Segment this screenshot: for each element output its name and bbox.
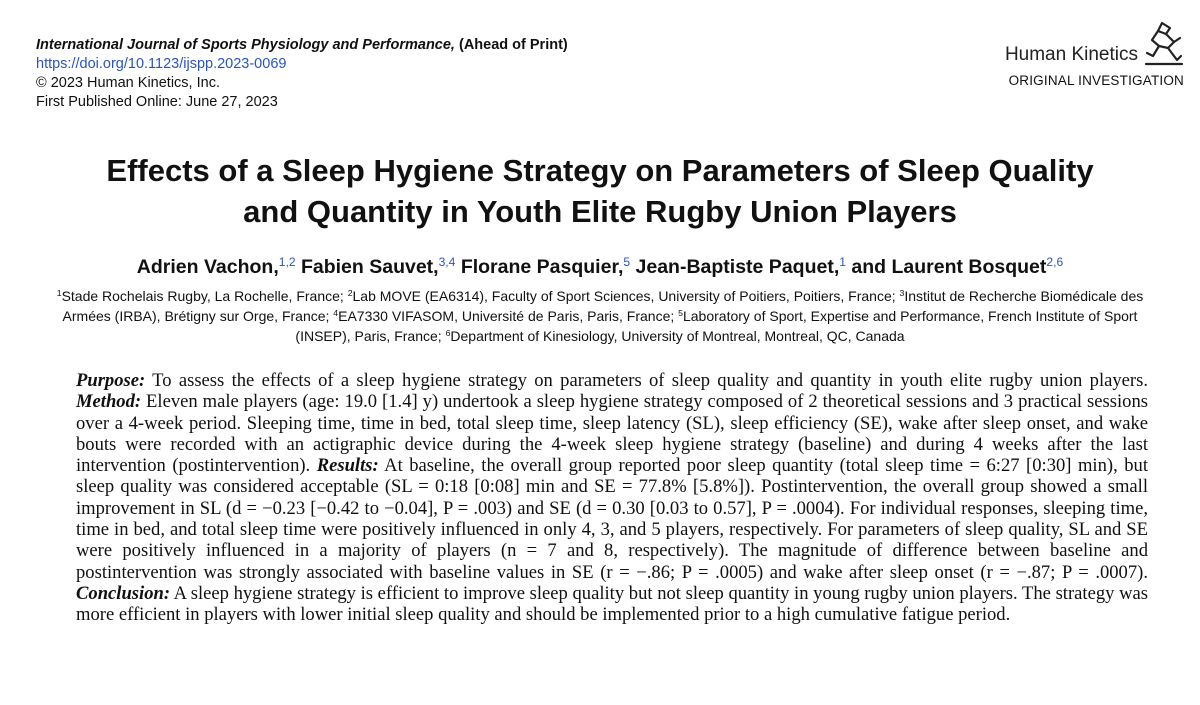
publisher-block: [964, 20, 1184, 90]
author-affiliation-ref[interactable]: 2,6: [1046, 254, 1064, 269]
affiliation-number: 2: [347, 287, 353, 298]
doi-line: [36, 55, 568, 74]
method-text: Eleven male players (age: 19.0 [1.4] y) undertook a sleep hygiene strategy composed of 2 theoretical sessions and 3 practical sessions over a 4-week period. Sleeping time, time in bed, total sleep time, sleep latency (SL), sleep efficiency (SE), wake after sleep onset, and wake bouts were recorded with an actigraphic device during the 4-week sleep hygiene strategy (baseline) and during 4 weeks after the last intervention (postintervention).: [76, 391, 1148, 477]
purpose-label: Purpose:: [76, 370, 146, 391]
affiliation-number: 4: [333, 307, 339, 318]
affiliation-number: 5: [678, 307, 683, 318]
affiliation: Lab MOVE (EA6314), Faculty of Sport Sciences, University of Poitiers, Poitiers, France;: [352, 288, 900, 304]
affiliation-number: 3: [899, 287, 905, 298]
affiliation-number: 6: [445, 327, 451, 338]
affiliation: Laboratory of Sport, Expertise and Performance, French Institute of Sport (INSEP), Paris, France;: [295, 308, 1138, 344]
affiliation: EA7330 VIFASOM, Université de Paris, Paris, France;: [338, 308, 679, 324]
author-name: Fabien Sauvet,: [300, 256, 439, 278]
article-type: ORIGINAL INVESTIGATION: [1008, 73, 1184, 88]
article-title: [20, 150, 1180, 232]
affiliation-number: 1: [56, 287, 62, 298]
author-affiliation-ref[interactable]: 5: [623, 254, 631, 269]
copyright-line: © 2023 Human Kinetics, Inc.: [36, 75, 220, 91]
affiliation: Department of Kinesiology, University of Montreal, Montreal, QC, Canada: [450, 328, 905, 344]
author-name: and Laurent Bosquet: [851, 256, 1047, 278]
author-affiliation-ref[interactable]: 3,4: [438, 254, 456, 269]
author-name: Florane Pasquier,: [460, 256, 624, 278]
conclusion-text: A sleep hygiene strategy is efficient to improve sleep quality but not sleep quantity in young rugby union players. The strategy was more efficient in players with lower initial sleep quality and should be implemented prior to a high cumulative fatigue period.: [76, 582, 1148, 626]
affiliation-list: [40, 286, 1160, 346]
title-line-1: Effects of a Sleep Hygiene Strategy on Parameters of Sleep Quality: [106, 153, 1094, 188]
affiliation: Institut de Recherche Biomédicale des Armées (IRBA), Brétigny sur Orge, France;: [62, 288, 1144, 324]
author-affiliation-ref[interactable]: 1,2: [278, 254, 296, 269]
results-label: Results:: [316, 455, 379, 477]
abstract: [76, 370, 1148, 626]
publisher-name: Human Kinetics: [1004, 44, 1138, 65]
journal-header: [36, 36, 568, 112]
affiliation: Stade Rochelais Rugby, La Rochelle, France;: [61, 288, 348, 304]
title-line-2: and Quantity in Youth Elite Rugby Union Players: [243, 194, 957, 229]
author-name: Jean-Baptiste Paquet,: [635, 256, 840, 278]
purpose-text: To assess the effects of a sleep hygiene strategy on parameters of sleep quality and quantity in youth elite rugby union players.: [145, 370, 1148, 391]
journal-name: International Journal of Sports Physiology and Performance,: [36, 37, 455, 53]
doi-link[interactable]: https://doi.org/10.1123/ijspp.2023-0069: [36, 56, 287, 72]
journal-status: (Ahead of Print): [459, 37, 568, 53]
conclusion-label: Conclusion:: [76, 582, 171, 604]
author-list: [20, 256, 1180, 279]
method-label: Method:: [76, 391, 142, 413]
publication-date: First Published Online: June 27, 2023: [36, 94, 278, 110]
journal-citation: [36, 36, 568, 55]
human-kinetics-logo-icon: [1144, 20, 1184, 68]
results-text: At baseline, the overall group reported poor sleep quantity (total sleep time = 6:27 [0:30] min), but sleep quality was considered acceptable (SL = 0:18 [0:08] min and SE = 77.8% [5.8%]). Postintervention, the overall group showed a small improvement in SL (d = −0.23 [−0.42 to −0.04], P = .003) and SE (d = 0.30 [0.03 to 0.57], P = .0004). For individual responses, sleeping time, time in bed, and total sleep time were positively influenced in only 4, 3, and 5 players, respectively. For parameters of sleep quality, SL and SE were positively influenced in a majority of players (n = 7 and 8, respectively). The magnitude of difference between baseline and postintervention was strongly associated with baseline values in SE (r = −.86; P = .0005) and wake after sleep onset (r = −.87; P = .0007).: [76, 455, 1148, 583]
author-name: Adrien Vachon,: [136, 256, 279, 278]
author-affiliation-ref[interactable]: 1: [839, 254, 846, 269]
